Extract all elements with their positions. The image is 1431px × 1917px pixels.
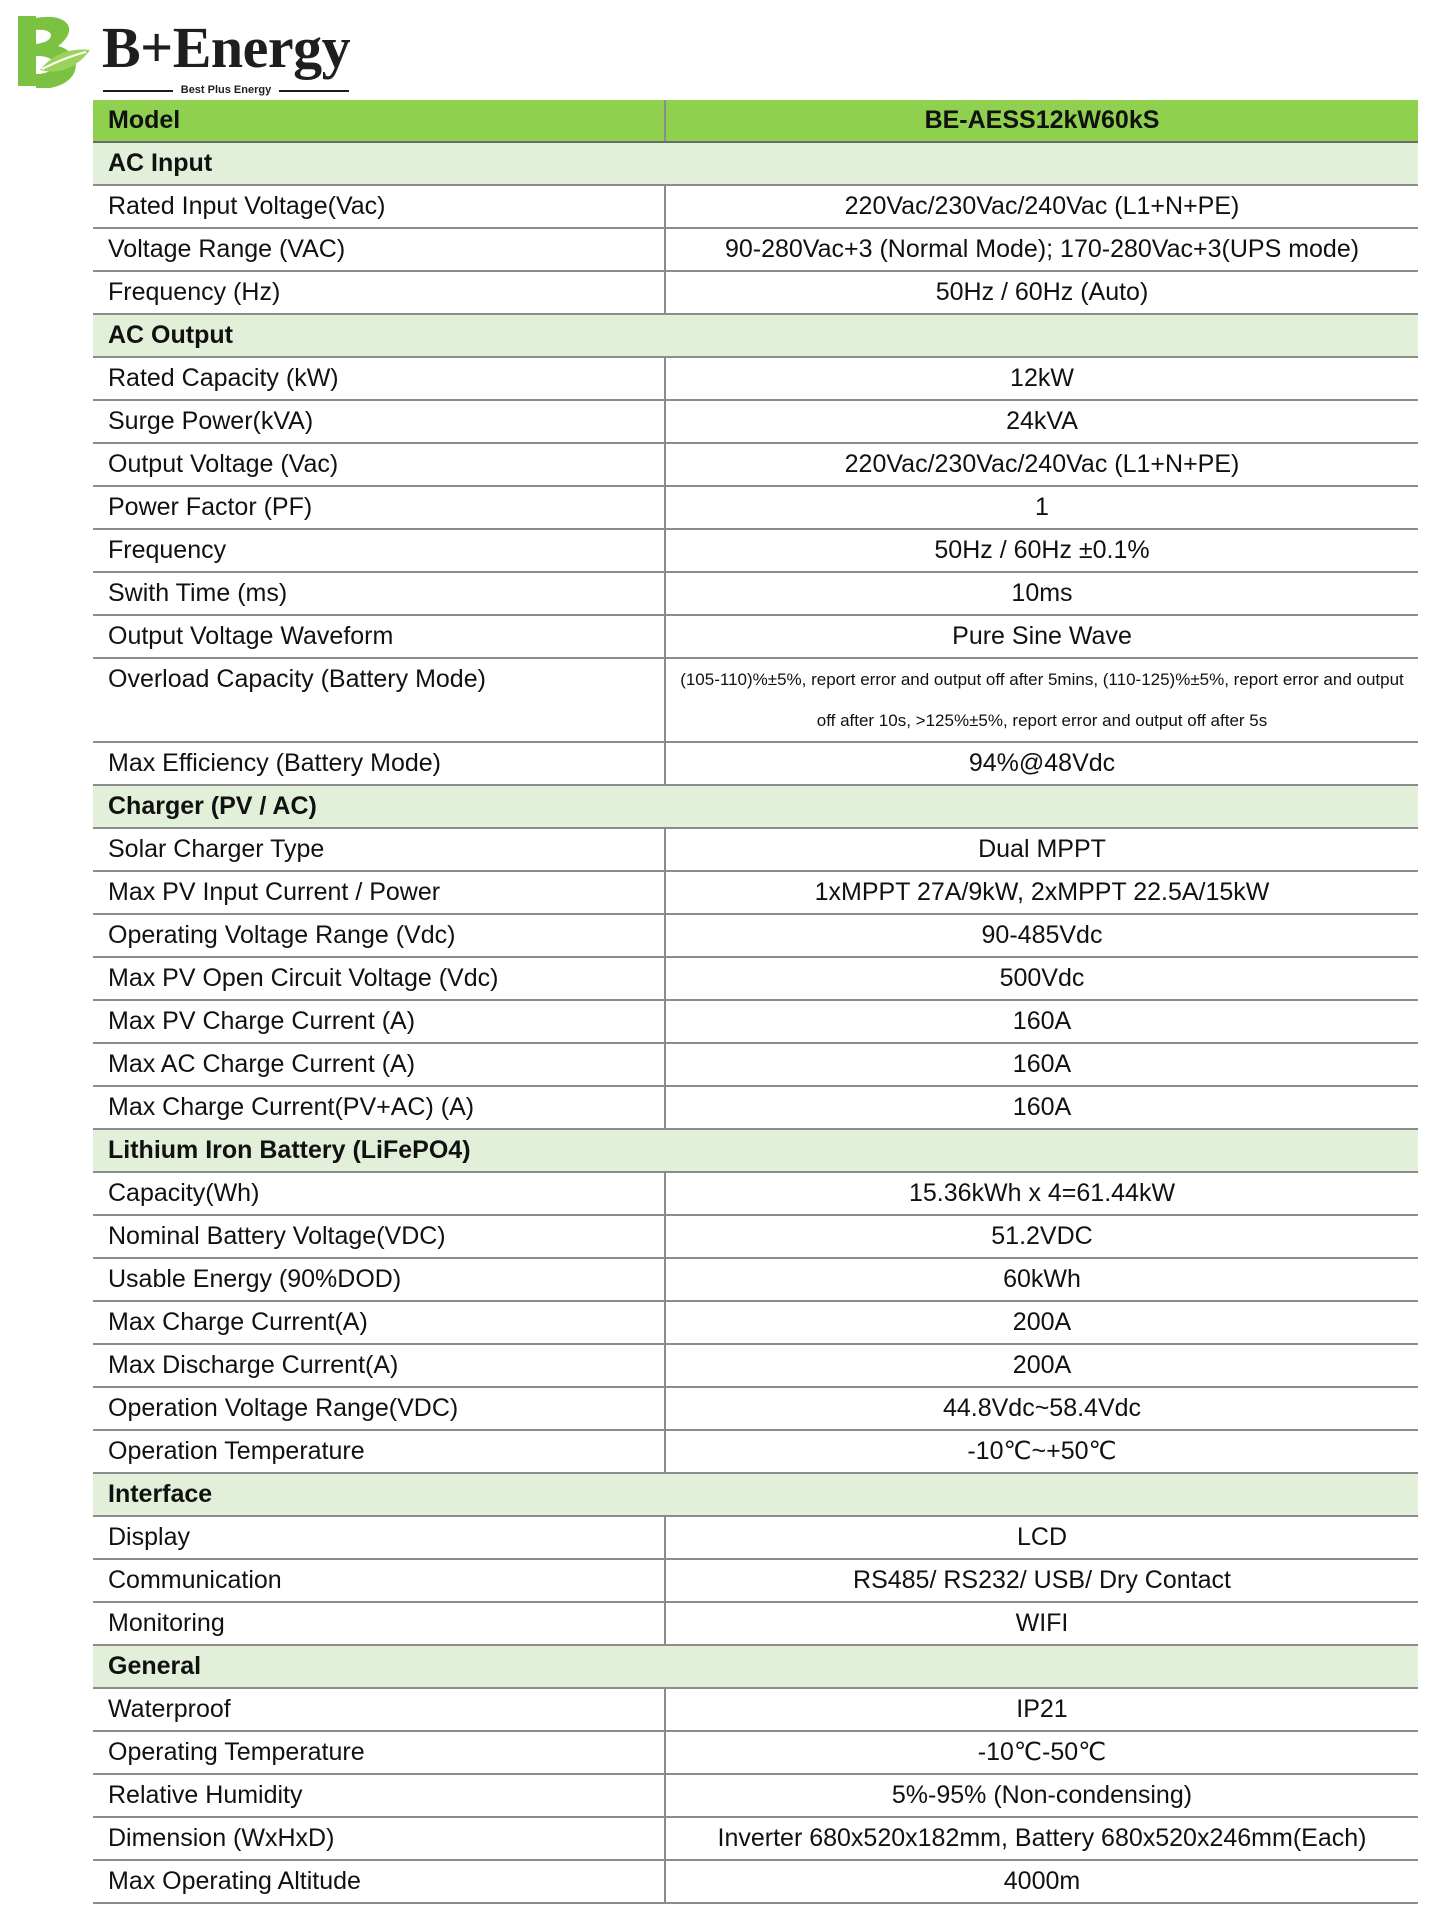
spec-label: Max Charge Current(PV+AC) (A): [93, 1086, 665, 1129]
spec-value: Pure Sine Wave: [665, 615, 1418, 658]
spec-label: Max PV Open Circuit Voltage (Vdc): [93, 957, 665, 1000]
spec-value: 1xMPPT 27A/9kW, 2xMPPT 22.5A/15kW: [665, 871, 1418, 914]
spec-label: Max PV Charge Current (A): [93, 1000, 665, 1043]
brand-tagline: [103, 82, 349, 98]
spec-label: Max PV Input Current / Power: [93, 871, 665, 914]
spec-label: Operating Temperature: [93, 1731, 665, 1774]
section-title: General: [93, 1645, 1418, 1688]
spec-table: [93, 100, 1418, 1904]
table-row: [93, 185, 1418, 228]
header-label: Model: [93, 100, 665, 142]
spec-label: Rated Capacity (kW): [93, 357, 665, 400]
table-row: [93, 1430, 1418, 1473]
spec-value: 15.36kWh x 4=61.44kW: [665, 1172, 1418, 1215]
spec-label: Surge Power(kVA): [93, 400, 665, 443]
table-row: [93, 957, 1418, 1000]
spec-label: Communication: [93, 1559, 665, 1602]
table-row: [93, 1559, 1418, 1602]
spec-label: Frequency (Hz): [93, 271, 665, 314]
spec-value: 60kWh: [665, 1258, 1418, 1301]
table-row: [93, 1215, 1418, 1258]
spec-label: Voltage Range (VAC): [93, 228, 665, 271]
table-row: [93, 1000, 1418, 1043]
table-row: [93, 572, 1418, 615]
spec-label: Max AC Charge Current (A): [93, 1043, 665, 1086]
spec-value: WIFI: [665, 1602, 1418, 1645]
spec-value: 50Hz / 60Hz (Auto): [665, 271, 1418, 314]
table-row: [93, 400, 1418, 443]
table-row: [93, 615, 1418, 658]
header-model: BE-AESS12kW60kS: [665, 100, 1418, 142]
spec-value: -10℃~+50℃: [665, 1430, 1418, 1473]
section-row: [93, 314, 1418, 357]
section-row: [93, 142, 1418, 185]
spec-label: Display: [93, 1516, 665, 1559]
table-row: [93, 871, 1418, 914]
spec-label: Output Voltage (Vac): [93, 443, 665, 486]
spec-label: Dimension (WxHxD): [93, 1817, 665, 1860]
brand-name: B+Energy: [102, 15, 351, 80]
table-row: [93, 1043, 1418, 1086]
spec-value: Dual MPPT: [665, 828, 1418, 871]
table-row: [93, 1774, 1418, 1817]
section-title: Interface: [93, 1473, 1418, 1516]
section-row: [93, 1473, 1418, 1516]
section-row: [93, 1129, 1418, 1172]
spec-value: 51.2VDC: [665, 1215, 1418, 1258]
spec-label: Monitoring: [93, 1602, 665, 1645]
table-row: [93, 1516, 1418, 1559]
spec-value: 220Vac/230Vac/240Vac (L1+N+PE): [665, 185, 1418, 228]
spec-value: 200A: [665, 1301, 1418, 1344]
b-leaf-logo-icon: [10, 12, 96, 92]
table-row: [93, 1602, 1418, 1645]
spec-label: Max Charge Current(A): [93, 1301, 665, 1344]
spec-value: 50Hz / 60Hz ±0.1%: [665, 529, 1418, 572]
spec-value: 10ms: [665, 572, 1418, 615]
spec-label: Relative Humidity: [93, 1774, 665, 1817]
table-row: [93, 1731, 1418, 1774]
spec-value: 94%@48Vdc: [665, 742, 1418, 785]
brand-logo: [10, 12, 351, 96]
spec-label: Swith Time (ms): [93, 572, 665, 615]
spec-value: 160A: [665, 1000, 1418, 1043]
spec-label: Usable Energy (90%DOD): [93, 1258, 665, 1301]
spec-value: 160A: [665, 1086, 1418, 1129]
spec-label: Operation Temperature: [93, 1430, 665, 1473]
spec-value: 5%-95% (Non-condensing): [665, 1774, 1418, 1817]
spec-value: 90-280Vac+3 (Normal Mode); 170-280Vac+3(UPS mode): [665, 228, 1418, 271]
brand-tagline-text: Best Plus Energy: [180, 84, 272, 96]
table-row: [93, 529, 1418, 572]
table-row: [93, 1172, 1418, 1215]
spec-label: Solar Charger Type: [93, 828, 665, 871]
table-row: [93, 1086, 1418, 1129]
spec-value: RS485/ RS232/ USB/ Dry Contact: [665, 1559, 1418, 1602]
table-row: [93, 1688, 1418, 1731]
spec-value: 500Vdc: [665, 957, 1418, 1000]
spec-value: LCD: [665, 1516, 1418, 1559]
section-row: [93, 785, 1418, 828]
table-row: [93, 486, 1418, 529]
table-row: [93, 357, 1418, 400]
spec-label: Capacity(Wh): [93, 1172, 665, 1215]
spec-value: 4000m: [665, 1860, 1418, 1903]
spec-label: Max Efficiency (Battery Mode): [93, 742, 665, 785]
table-row: [93, 658, 1418, 742]
spec-label: Frequency: [93, 529, 665, 572]
spec-value: 44.8Vdc~58.4Vdc: [665, 1387, 1418, 1430]
table-row: [93, 828, 1418, 871]
spec-label: Waterproof: [93, 1688, 665, 1731]
table-row: [93, 1344, 1418, 1387]
spec-label: Output Voltage Waveform: [93, 615, 665, 658]
spec-label: Max Discharge Current(A): [93, 1344, 665, 1387]
spec-value: 12kW: [665, 357, 1418, 400]
section-title: AC Output: [93, 314, 1418, 357]
section-title: Lithium Iron Battery (LiFePO4): [93, 1129, 1418, 1172]
table-row: [93, 1258, 1418, 1301]
spec-label: Rated Input Voltage(Vac): [93, 185, 665, 228]
spec-label: Power Factor (PF): [93, 486, 665, 529]
table-row: [93, 271, 1418, 314]
table-row: [93, 914, 1418, 957]
spec-label: Max Operating Altitude: [93, 1860, 665, 1903]
section-title: Charger (PV / AC): [93, 785, 1418, 828]
spec-value: 160A: [665, 1043, 1418, 1086]
table-row: [93, 1301, 1418, 1344]
table-row: [93, 1860, 1418, 1903]
section-title: AC Input: [93, 142, 1418, 185]
section-row: [93, 1645, 1418, 1688]
spec-value: 24kVA: [665, 400, 1418, 443]
spec-label: Nominal Battery Voltage(VDC): [93, 1215, 665, 1258]
spec-label: Operation Voltage Range(VDC): [93, 1387, 665, 1430]
spec-value: 90-485Vdc: [665, 914, 1418, 957]
spec-value: IP21: [665, 1688, 1418, 1731]
spec-value: (105-110)%±5%, report error and output off after 5mins, (110-125)%±5%, report error and output off after 10s, >125%±5%, report error and output off after 5s: [665, 658, 1418, 742]
table-row: [93, 1387, 1418, 1430]
spec-value: 1: [665, 486, 1418, 529]
table-row: [93, 1817, 1418, 1860]
spec-label: Overload Capacity (Battery Mode): [93, 658, 665, 742]
table-row: [93, 443, 1418, 486]
spec-value: 220Vac/230Vac/240Vac (L1+N+PE): [665, 443, 1418, 486]
table-header-row: [93, 100, 1418, 142]
table-row: [93, 228, 1418, 271]
spec-value: -10℃-50℃: [665, 1731, 1418, 1774]
table-row: [93, 742, 1418, 785]
spec-value: Inverter 680x520x182mm, Battery 680x520x246mm(Each): [665, 1817, 1418, 1860]
spec-label: Operating Voltage Range (Vdc): [93, 914, 665, 957]
spec-value: 200A: [665, 1344, 1418, 1387]
